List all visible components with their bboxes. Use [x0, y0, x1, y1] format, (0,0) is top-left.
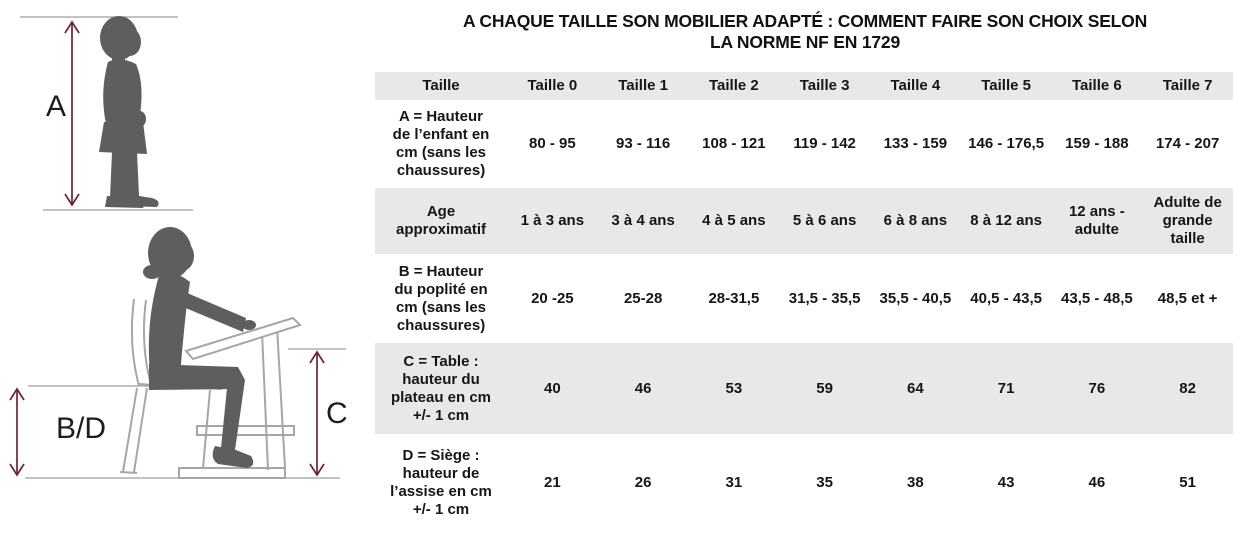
cell: 76: [1088, 379, 1106, 397]
cell: 43,5 - 48,5: [1061, 289, 1133, 307]
cell: 25-28: [623, 289, 663, 307]
standing-child-diagram: [0, 0, 220, 215]
measure-a-label: A: [46, 90, 67, 123]
cell: 174 - 207: [1155, 135, 1220, 152]
row-label: A = Hauteur de l’enfant en cm (sans les chaussures): [392, 108, 490, 179]
height-a-arrow: [65, 22, 79, 205]
cell: 43: [997, 474, 1015, 491]
cell: 80 - 95: [529, 135, 576, 152]
col-header: Taille 7: [1162, 77, 1213, 94]
cell: 40,5 - 43,5: [970, 289, 1042, 307]
row-label: Age approximatif: [395, 203, 486, 238]
cell: 28-31,5: [708, 289, 760, 307]
cell: 46: [1088, 474, 1106, 491]
cell: 6 à 8 ans: [883, 212, 948, 229]
cell: 51: [1179, 474, 1196, 491]
page-title-line1: A CHAQUE TAILLE SON MOBILIER ADAPTÉ : COMMENT FAIRE SON CHOIX SELON: [462, 11, 1148, 31]
col-header: Taille 0: [527, 77, 578, 94]
cell: 1 à 3 ans: [520, 212, 585, 229]
row-label: B = Hauteur du poplité en cm (sans les chaussures): [394, 262, 488, 334]
standing-child-silhouette: [99, 16, 159, 208]
cell: 31,5 - 35,5: [788, 289, 861, 307]
cell: 48,5 et +: [1157, 289, 1218, 307]
cell: 133 - 159: [883, 135, 948, 152]
table-row-popliteal-height: [375, 254, 1233, 343]
col-header: Taille 1: [618, 77, 668, 94]
page-title: [375, 11, 1235, 53]
cell: 53: [725, 379, 743, 397]
measure-c-label: C: [326, 397, 348, 430]
cell: 146 - 176,5: [968, 135, 1045, 152]
table-header-row: [375, 72, 1233, 100]
col-header: Taille 3: [799, 77, 850, 94]
cell: 82: [1179, 379, 1196, 397]
cell: 5 à 6 ans: [792, 212, 857, 229]
col-header: Taille 2: [709, 77, 759, 94]
col-header: Taille: [422, 77, 460, 94]
cell: 71: [997, 379, 1015, 397]
cell: 119 - 142: [793, 135, 856, 152]
col-header: Taille 4: [890, 77, 941, 94]
cell: 35,5 - 40,5: [879, 289, 952, 307]
cell: 3 à 4 ans: [611, 212, 675, 229]
cell: 108 - 121: [702, 135, 766, 152]
cell: 26: [634, 474, 652, 491]
measure-bd-label: B/D: [56, 412, 107, 445]
cell: 38: [907, 474, 924, 491]
cell: 8 à 12 ans: [970, 212, 1042, 229]
cell: 64: [907, 379, 924, 397]
col-header: Taille 6: [1072, 77, 1122, 94]
page-title-line2: LA NORME NF EN 1729: [709, 32, 901, 52]
col-header: Taille 5: [981, 77, 1031, 94]
cell: 31: [725, 474, 743, 491]
cell: 46: [634, 379, 652, 397]
cell: 21: [544, 474, 561, 491]
table-row-child-height: [375, 100, 1233, 188]
cell: 93 - 116: [616, 135, 671, 152]
table-row-table-height: [375, 343, 1233, 434]
size-table: [375, 72, 1233, 532]
seated-child-desk-diagram: [0, 220, 370, 510]
cell: 59: [816, 379, 833, 397]
table-row-age: [375, 188, 1233, 254]
cell: 35: [816, 474, 833, 491]
cell: 4 à 5 ans: [702, 212, 766, 229]
cell: 12 ans - adulte: [1068, 203, 1125, 238]
row-label: C = Table : hauteur du plateau en cm +/- 1 cm: [390, 352, 492, 424]
table-row-seat-height: [375, 434, 1233, 532]
row-label: D = Siège : hauteur de l’assise en cm +/- 1 cm: [390, 447, 492, 518]
cell: 20 -25: [531, 289, 574, 307]
cell: Adulte de grande taille: [1153, 194, 1222, 247]
cell: 40: [544, 379, 561, 397]
cell: 159 - 188: [1065, 135, 1129, 152]
